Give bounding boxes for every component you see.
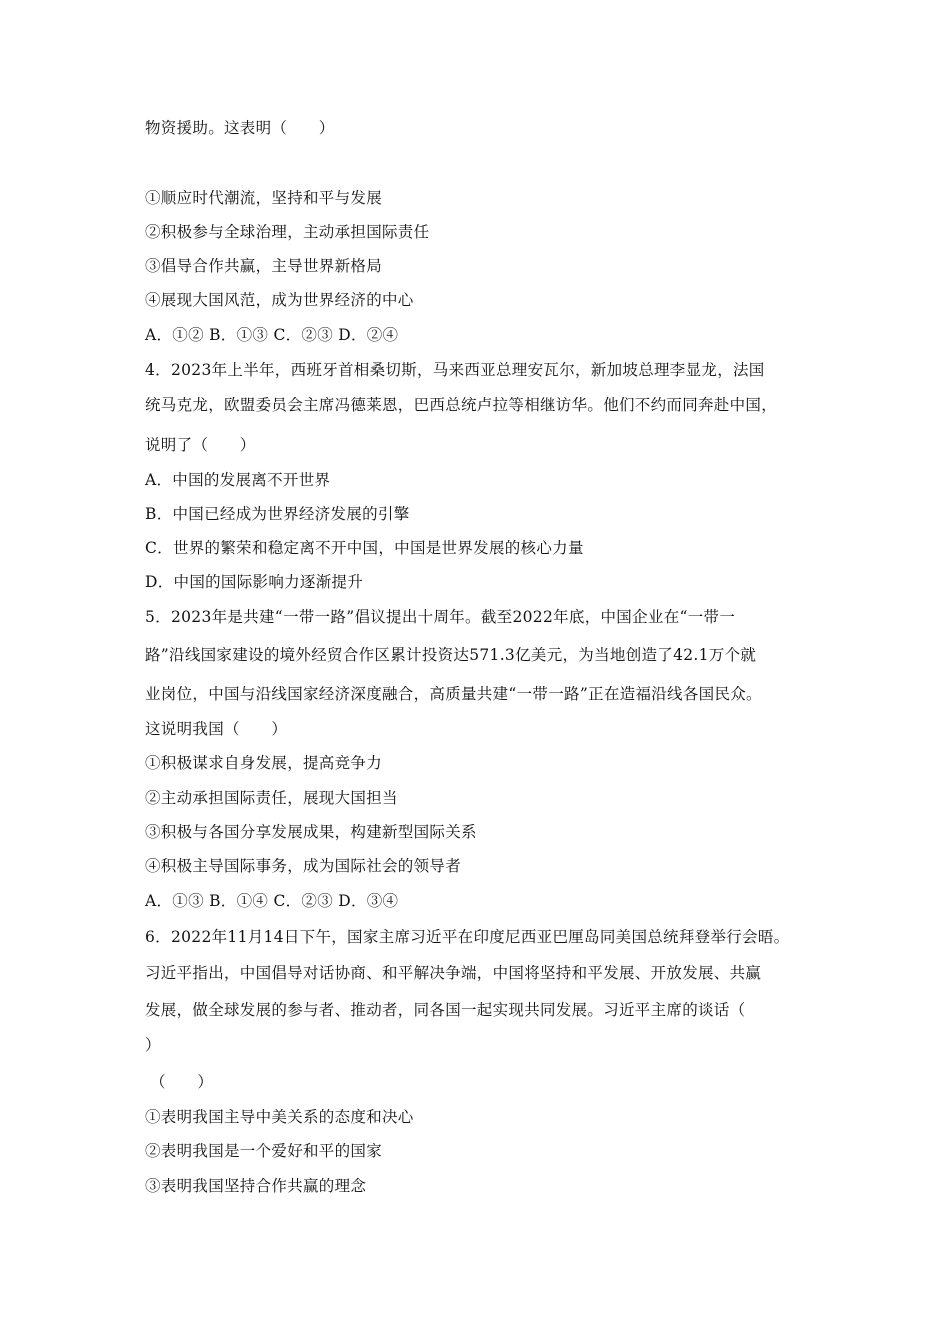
question-4-stem: 4．2023年上半年，西班牙首相桑切斯，马来西亚总理安瓦尔，新加坡总理李显龙，法国	[145, 361, 765, 379]
question-5-stem: 5．2023年是共建“一带一路”倡议提出十周年。截至2022年底，中国企业在“一带一	[145, 608, 736, 626]
text-line: 路”沿线国家建设的境外经贸合作区累计投资达571.3亿美元，为当地创造了42.1万个就	[145, 646, 757, 664]
text-line: 这说明我国（ ）	[145, 720, 288, 738]
option-line: ④积极主导国际事务，成为国际社会的领导者	[145, 857, 462, 875]
text-line: 习近平指出，中国倡导对话协商、和平解决争端，中国将坚持和平发展、开放发展、共赢	[145, 964, 762, 982]
text-line: 说明了（ ）	[145, 436, 256, 454]
answer-choices: A．①③ B．①④ C．②③ D．③④	[145, 892, 399, 910]
text-line: ）	[145, 1036, 161, 1054]
answer-blank: （ ）	[150, 1073, 214, 1091]
text-line: 发展，做全球发展的参与者、推动者，同各国一起实现共同发展。习近平主席的谈话（	[145, 1001, 746, 1019]
option-line: ②主动承担国际责任，展现大国担当	[145, 789, 398, 807]
answer-choices: A．①② B．①③ C．②③ D．②④	[145, 326, 399, 344]
option-line: ③积极与各国分享发展成果，构建新型国际关系	[145, 823, 477, 841]
option-line: ②表明我国是一个爱好和平的国家	[145, 1142, 383, 1160]
text-line: 统马克龙，欧盟委员会主席冯德莱恩，巴西总统卢拉等相继访华。他们不约而同奔赴中国，	[145, 396, 778, 414]
choice-a: A．中国的发展离不开世界	[145, 471, 331, 489]
option-line: ③倡导合作共赢，主导世界新格局	[145, 257, 383, 275]
option-line: ③表明我国坚持合作共赢的理念	[145, 1177, 367, 1195]
text-line: 物资援助。这表明（ ）	[145, 119, 335, 137]
option-line: ②积极参与全球治理，主动承担国际责任	[145, 223, 430, 241]
text-line: 业岗位，中国与沿线国家经济深度融合，高质量共建“一带一路”正在造福沿线各国民众。	[145, 685, 762, 703]
choice-b: B．中国已经成为世界经济发展的引擎	[145, 505, 410, 523]
option-line: ①表明我国主导中美关系的态度和决心	[145, 1108, 414, 1126]
choice-c: C．世界的繁荣和稳定离不开中国，中国是世界发展的核心力量	[145, 539, 584, 557]
option-line: ①积极谋求自身发展，提高竞争力	[145, 754, 383, 772]
choice-d: D．中国的国际影响力逐渐提升	[145, 573, 364, 591]
option-line: ①顺应时代潮流，坚持和平与发展	[145, 189, 383, 207]
option-line: ④展现大国风范，成为世界经济的中心	[145, 291, 414, 309]
question-6-stem: 6．2022年11月14日下午，国家主席习近平在印度尼西亚巴厘岛同美国总统拜登举行会晤。	[145, 928, 790, 946]
